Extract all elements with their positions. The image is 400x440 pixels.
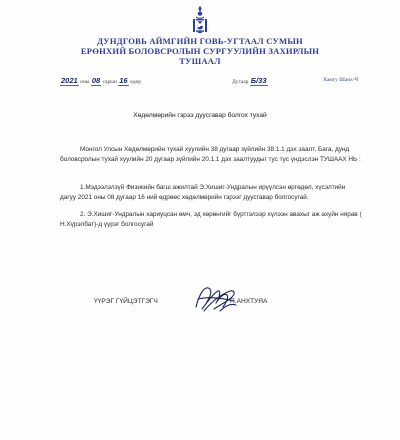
month-suffix: сарын: [102, 79, 117, 85]
soyombo-emblem-icon: [189, 5, 211, 35]
header-line-aimag: ДУНДГОВЬ АЙМГИЙН ГОВЬ-УГТААЛ СУМЫН: [97, 36, 303, 46]
order-label: Дугаар: [232, 79, 249, 85]
paragraph-basis: [60, 145, 362, 165]
date-field: [60, 76, 141, 86]
signer-name: П.АНХТУЯА: [230, 298, 268, 305]
paragraph-item-1: [60, 183, 362, 203]
header-line-school: ЕРӨНХИЙ БОЛОВСРОЛЫН СУРГУУЛИЙН ЗАХИРЛЫН: [80, 46, 320, 56]
month-value: 08: [91, 76, 101, 85]
signer-title: ҮҮРЭГ ГҮЙЦЭТГЭГЧ: [94, 298, 158, 305]
document-title: ТУШААЛ: [179, 56, 221, 66]
paragraph-basis-text: Монгол Улсын Хөдөлмөрийн тухай хуулийн 38 дугаар зүйлийн 38.1.1 дэх заалт, Бага, дунд боловсролын тухай хуулийн 20 дугаар зүйлийн 20.1.1 дэх заалтуудыг тус тус үндэслэн ТУШААХ НЬ :: [60, 146, 361, 163]
paragraph-item-2: [60, 210, 362, 230]
order-number-field: [232, 76, 268, 86]
order-number-value: Б/33: [250, 76, 267, 85]
year-value: 2021: [61, 76, 78, 85]
paragraph-item-1-text: 1.Мэдээлэлзүй Физикийн багш ажилтай Э.Хишиг-Ундралын ирүүлсэн өргөдөл, хүсэлтийн дагуу 2021 оны 08 дугаар 16 ний өдрөөс хөдөлмөрийн гэрээг дуусгавар болгосугай.: [60, 184, 346, 201]
year-suffix: оны: [80, 79, 90, 85]
place-field: Хамгу Шанх-Ч: [323, 77, 359, 83]
order-subject: Хөдөлмөрийн гэрээ дуусгавар болгох тухай: [133, 112, 267, 119]
day-value: 16: [119, 76, 128, 85]
day-suffix: өдөр: [129, 79, 142, 85]
paragraph-item-2-text: 2. Э.Хишиг-Ундралын хариуцсан өмч, эд хөрөнгийг бүртгэлээр хүлээн авахыг аж ахуйн нярав ( Н.Хүрэлбат)-д үүрэг болгосугай: [60, 211, 362, 228]
